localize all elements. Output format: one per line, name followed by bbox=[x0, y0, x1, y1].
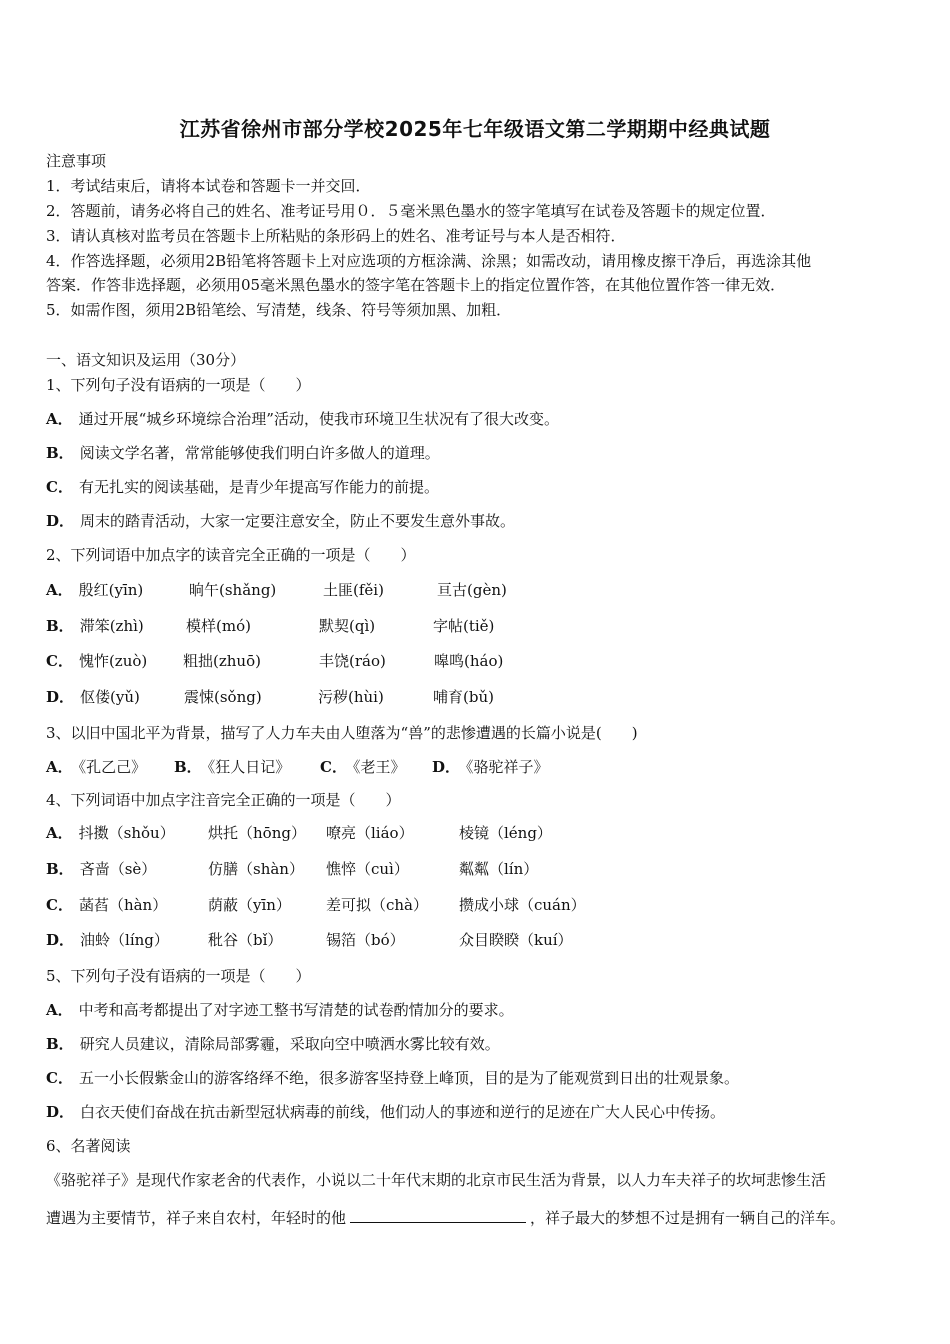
question-3-option-b: B． 《狂人日记》 bbox=[174, 758, 291, 776]
question-3-option-a: A． 《孔乙己》 bbox=[46, 758, 147, 776]
question-6-paragraph-line: 《骆驼祥子》是现代作家老舍的代表作，小说以二十年代末期的北京市民生活为背景，以人力车夫祥子的坎坷悲惨生活 bbox=[46, 1171, 827, 1189]
question-4-word: 锡箔（bó） bbox=[326, 931, 405, 949]
question-4-word: 荫蔽（yīn） bbox=[208, 896, 291, 914]
notice-item: 5．如需作图，须用2B铅笔绘、写清楚，线条、符号等须加黑、加粗． bbox=[46, 301, 512, 319]
question-4-word: 攒成小球（cuán） bbox=[459, 896, 586, 914]
notice-item: 3．请认真核对监考员在答题卡上所粘贴的条形码上的姓名、准考证号与本人是否相符． bbox=[46, 227, 626, 245]
notice-heading: 注意事项 bbox=[46, 152, 107, 170]
question-1-option-a: A． 通过开展“城乡环境综合治理”活动，使我市环境卫生状况有了很大改变。 bbox=[46, 410, 559, 428]
question-5-option-b: B． 研究人员建议，清除局部雾霾，采取向空中喷洒水雾比较有效。 bbox=[46, 1035, 500, 1053]
question-4-word: 粼粼（lín） bbox=[459, 860, 539, 878]
notice-item: 2．答题前，请务必将自己的姓名、准考证号用０．５毫米黑色墨水的签字笔填写在试卷及答题卡的规定位置． bbox=[46, 202, 776, 220]
question-2-word: 字帖(tiě) bbox=[433, 617, 495, 635]
question-4-word: 差可拟（chà） bbox=[326, 896, 429, 914]
question-4-option-d: D． 油蛉（líng） bbox=[46, 931, 169, 949]
question-3-option-d: D． 《骆驼祥子》 bbox=[432, 758, 549, 776]
question-4-word: 仿膳（shàn） bbox=[208, 860, 304, 878]
question-4-stem: 4、下列词语中加点字注音完全正确的一项是（ ） bbox=[46, 791, 401, 809]
question-4-word: 烘托（hōng） bbox=[208, 824, 306, 842]
question-2-word: 粗拙(zhuō) bbox=[183, 652, 261, 670]
question-6-stem: 6、名著阅读 bbox=[46, 1137, 131, 1155]
question-2-word: 丰饶(ráo) bbox=[319, 652, 386, 670]
question-2-word: 哺育(bǔ) bbox=[433, 688, 494, 706]
question-2-word: 晌午(shǎng) bbox=[189, 581, 277, 599]
question-2-option-b: B． 滞笨(zhì) bbox=[46, 617, 144, 635]
question-6-paragraph-line: 遭遇为主要情节，祥子来自农村，年轻时的他 ，祥子最大的梦想不过是拥有一辆自己的洋车。 bbox=[46, 1209, 846, 1227]
page-title: 江苏省徐州市部分学校2025年七年级语文第二学期期中经典试题 bbox=[179, 117, 771, 141]
question-4-option-b: B． 吝啬（sè） bbox=[46, 860, 157, 878]
question-3-option-c: C． 《老王》 bbox=[320, 758, 406, 776]
question-3-stem: 3、以旧中国北平为背景，描写了人力车夫由人堕落为“兽”的悲惨遭遇的长篇小说是( ) bbox=[46, 724, 638, 742]
question-4-word: 棱镜（léng） bbox=[459, 824, 552, 842]
question-5-option-d: D． 白衣天使们奋战在抗击新型冠状病毒的前线，他们动人的事迹和逆行的足迹在广大人民心中传扬。 bbox=[46, 1103, 726, 1121]
question-2-option-c: C． 愧怍(zuò) bbox=[46, 652, 148, 670]
question-1-option-b: B． 阅读文学名著，常常能够使我们明白许多做人的道理。 bbox=[46, 444, 440, 462]
section-heading: 一、语文知识及运用（30分） bbox=[46, 351, 246, 369]
question-2-word: 震悚(sǒng) bbox=[184, 688, 262, 706]
question-4-word: 嘹亮（liáo） bbox=[326, 824, 414, 842]
question-2-word: 亘古(gèn) bbox=[437, 581, 507, 599]
notice-item: 答案．作答非选择题，必须用05毫米黑色墨水的签字笔在答题卡上的指定位置作答，在其他位置作答一律无效． bbox=[46, 276, 786, 294]
question-2-word: 默契(qì) bbox=[319, 617, 376, 635]
question-2-word: 污秽(hùi) bbox=[318, 688, 384, 706]
question-4-word: 众目睽睽（kuí） bbox=[459, 931, 573, 949]
question-2-option-d: D． 伛偻(yǔ) bbox=[46, 688, 140, 706]
question-4-word: 憔悴（cuì） bbox=[326, 860, 409, 878]
notice-item: 4．作答选择题，必须用2B铅笔将答题卡上对应选项的方框涂满、涂黑；如需改动，请用橡皮擦干净后，再选涂其他 bbox=[46, 252, 812, 270]
question-4-option-c: C． 菡萏（hàn） bbox=[46, 896, 168, 914]
question-2-word: 模样(mó) bbox=[186, 617, 251, 635]
question-1-stem: 1、下列句子没有语病的一项是（ ） bbox=[46, 376, 311, 394]
question-4-word: 秕谷（bǐ） bbox=[208, 931, 283, 949]
question-5-stem: 5、下列句子没有语病的一项是（ ） bbox=[46, 967, 311, 985]
question-5-option-c: C． 五一小长假紫金山的游客络绎不绝，很多游客坚持登上峰顶，目的是为了能观赏到日出的壮观景象。 bbox=[46, 1069, 739, 1087]
question-2-word: 嗥鸣(háo) bbox=[434, 652, 504, 670]
question-5-option-a: A． 中考和高考都提出了对字迹工整书写清楚的试卷酌情加分的要求。 bbox=[46, 1001, 514, 1019]
question-2-stem: 2、下列词语中加点字的读音完全正确的一项是（ ） bbox=[46, 546, 416, 564]
notice-item: 1．考试结束后，请将本试卷和答题卡一并交回． bbox=[46, 177, 371, 195]
answer-blank[interactable] bbox=[350, 1208, 526, 1223]
question-1-option-d: D． 周末的踏青活动，大家一定要注意安全，防止不要发生意外事故。 bbox=[46, 512, 516, 530]
question-2-word: 土匪(fěi) bbox=[323, 581, 384, 599]
question-4-option-a: A． 抖擞（shǒu） bbox=[46, 824, 175, 842]
question-2-option-a: A． 殷红(yīn) bbox=[46, 581, 144, 599]
question-1-option-c: C． 有无扎实的阅读基础，是青少年提高写作能力的前提。 bbox=[46, 478, 439, 496]
